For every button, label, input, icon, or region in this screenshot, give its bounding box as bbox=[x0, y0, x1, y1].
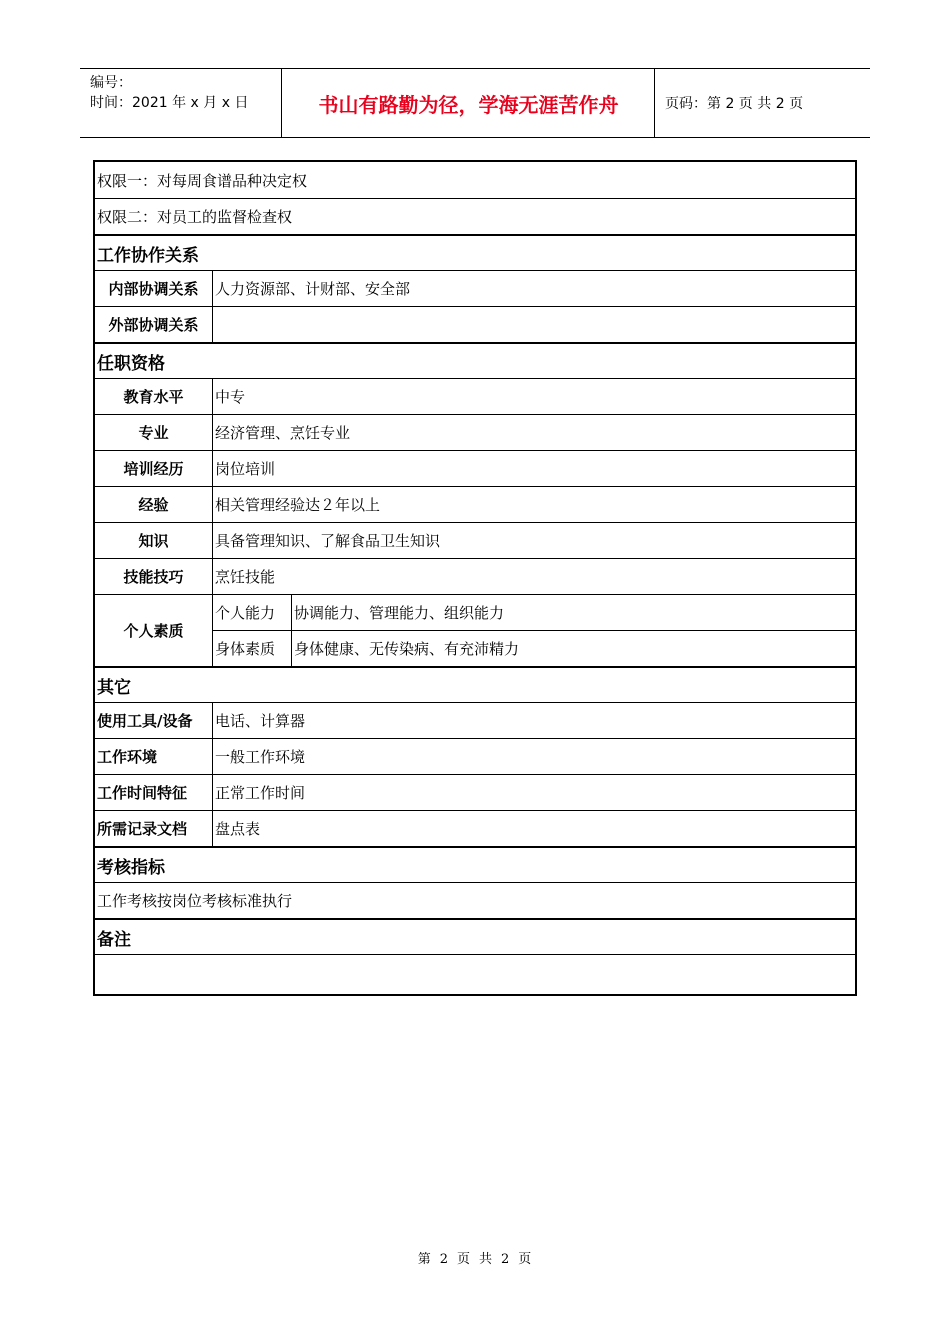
header-motto: 书山有路勤为径，学海无涯苦作舟 bbox=[318, 92, 619, 117]
other-row bbox=[95, 702, 855, 739]
qual-section-header bbox=[95, 342, 855, 379]
number-label: 编号： bbox=[90, 75, 132, 91]
qual-label: 培训经历 bbox=[123, 459, 184, 478]
personal-quality-label: 个人素质 bbox=[123, 621, 184, 640]
remarks-row bbox=[95, 954, 855, 990]
qual-label: 经验 bbox=[138, 495, 169, 514]
column-divider bbox=[212, 270, 213, 342]
qual-row bbox=[95, 378, 855, 415]
internal-collab-value: 人力资源部、计财部、安全部 bbox=[215, 279, 411, 298]
qual-row bbox=[95, 558, 855, 595]
personal-sub-value: 协调能力、管理能力、组织能力 bbox=[294, 603, 505, 622]
other-label: 所需记录文档 bbox=[97, 819, 188, 838]
other-value: 盘点表 bbox=[215, 819, 261, 838]
other-row bbox=[95, 810, 855, 846]
other-label: 工作时间特征 bbox=[97, 783, 188, 802]
header-page-label: 页码：第 2 页 共 2 页 bbox=[665, 96, 804, 112]
qual-label: 知识 bbox=[138, 531, 169, 550]
authority-2: 权限二：对员工的监督检查权 bbox=[97, 207, 293, 226]
footer-ye: 页 bbox=[456, 1252, 471, 1267]
personal-sub-label: 身体素质 bbox=[215, 639, 276, 658]
other-section-header bbox=[95, 666, 855, 703]
other-value: 一般工作环境 bbox=[215, 747, 306, 766]
page-footer bbox=[0, 1248, 950, 1267]
authority-row-1 bbox=[95, 162, 855, 199]
personal-row bbox=[213, 594, 855, 631]
footer-di: 第 bbox=[417, 1252, 432, 1267]
qual-value: 烹饪技能 bbox=[215, 567, 276, 586]
external-collab-label: 外部协调关系 bbox=[108, 315, 199, 334]
remarks-section-header bbox=[95, 918, 855, 955]
external-collab-row bbox=[95, 306, 855, 342]
qual-value: 具备管理知识、了解食品卫生知识 bbox=[215, 531, 441, 550]
qual-row bbox=[95, 522, 855, 559]
qual-label: 教育水平 bbox=[123, 387, 184, 406]
footer-gong: 共 bbox=[479, 1252, 494, 1267]
header-divider bbox=[654, 69, 655, 137]
qual-label: 技能技巧 bbox=[123, 567, 184, 586]
qual-value: 经济管理、烹饪专业 bbox=[215, 423, 351, 442]
footer-ye2: 页 bbox=[518, 1252, 533, 1267]
assessment-value: 工作考核按岗位考核标准执行 bbox=[97, 891, 293, 910]
qual-value: 岗位培训 bbox=[215, 459, 276, 478]
column-divider bbox=[212, 378, 213, 666]
other-row bbox=[95, 738, 855, 775]
job-description-table bbox=[93, 160, 857, 996]
internal-collab-row bbox=[95, 270, 855, 307]
qual-row bbox=[95, 486, 855, 523]
authority-row-2 bbox=[95, 198, 855, 234]
personal-sub-value: 身体健康、无传染病、有充沛精力 bbox=[294, 639, 520, 658]
other-label: 使用工具/设备 bbox=[97, 711, 193, 730]
column-divider bbox=[291, 594, 292, 666]
other-title: 其它 bbox=[97, 677, 131, 698]
other-value: 正常工作时间 bbox=[215, 783, 306, 802]
personal-sub-label: 个人能力 bbox=[215, 603, 276, 622]
collab-section-header bbox=[95, 234, 855, 271]
remarks-title: 备注 bbox=[97, 929, 131, 950]
qual-row bbox=[95, 414, 855, 451]
collab-title: 工作协作关系 bbox=[97, 245, 199, 266]
footer-page-number: 2 bbox=[439, 1252, 449, 1267]
assessment-section-header bbox=[95, 846, 855, 883]
other-row bbox=[95, 774, 855, 811]
other-label: 工作环境 bbox=[97, 747, 158, 766]
qual-value: 中专 bbox=[215, 387, 246, 406]
page-header bbox=[80, 68, 870, 138]
column-divider bbox=[212, 702, 213, 846]
internal-collab-label: 内部协调关系 bbox=[108, 279, 199, 298]
qual-value: 相关管理经验达２年以上 bbox=[215, 495, 381, 514]
qual-label: 专业 bbox=[138, 423, 169, 442]
personal-row bbox=[213, 630, 855, 666]
assessment-title: 考核指标 bbox=[97, 857, 165, 878]
authority-1: 权限一：对每周食谱品种决定权 bbox=[97, 171, 308, 190]
footer-total-pages: 2 bbox=[501, 1252, 511, 1267]
assessment-row bbox=[95, 882, 855, 918]
time-label: 时间：2021 年 x 月 x 日 bbox=[90, 95, 249, 111]
qual-title: 任职资格 bbox=[97, 353, 165, 374]
header-meta bbox=[90, 73, 248, 113]
other-value: 电话、计算器 bbox=[215, 711, 306, 730]
qual-row bbox=[95, 450, 855, 487]
